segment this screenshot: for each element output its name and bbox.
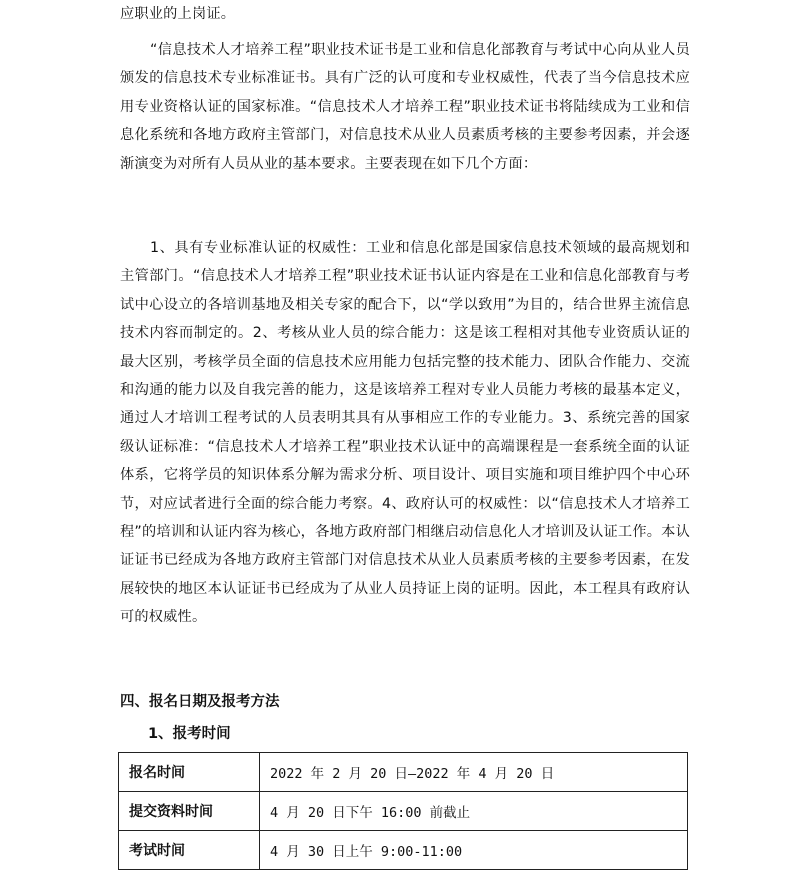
table-row xyxy=(119,753,688,792)
lead-line: 应职业的上岗证。 xyxy=(120,6,236,22)
schedule-label: 考试时间 xyxy=(119,831,260,870)
schedule-value: 4 月 30 日上午 9:00-11:00 xyxy=(260,831,688,870)
schedule-value: 2022 年 2 月 20 日—2022 年 4 月 20 日 xyxy=(260,753,688,792)
schedule-label: 提交资料时间 xyxy=(119,792,260,831)
subsection-heading: 1、报考时间 xyxy=(148,726,231,742)
section-heading: 四、报名日期及报考方法 xyxy=(120,694,280,710)
table-row xyxy=(119,792,688,831)
table-row xyxy=(119,831,688,870)
paragraph-details: 1、具有专业标准认证的权威性：工业和信息化部是国家信息技术领域的最高规划和主管部门。“信息技术人才培养工程”职业技术证书认证内容是在工业和信息化部教育与考试中心设立的各培训基地及相关专家的配合下，以“学以致用”为目的，结合世界主流信息技术内容而制定的。2、考核从业人员的综合能力：这是该工程相对其他专业资质认证的最大区别，考核学员全面的信息技术应用能力包括完整的技术能力、团队合作能力、交流和沟通的能力以及自我完善的能力，这是该培养工程对专业人员能力考核的最基本定义，通过人才培训工程考试的人员表明其具有从事相应工作的专业能力。3、系统完善的国家级认证标准：“信息技术人才培养工程”职业技术认证中的高端课程是一套系统全面的认证体系，它将学员的知识体系分解为需求分析、项目设计、项目实施和项目维护四个中心环节，对应试者进行全面的综合能力考察。4、政府认可的权威性：以“信息技术人才培养工程”的培训和认证内容为核心，各地方政府部门相继启动信息化人才培训及认证工作。本认证证书已经成为各地方政府主管部门对信息技术从业人员素质考核的主要参考因素，在发展较快的地区本认证证书已经成为了从业人员持证上岗的证明。因此，本工程具有政府认可的权威性。 xyxy=(120,240,690,626)
schedule-value: 4 月 20 日下午 16:00 前截止 xyxy=(260,792,688,831)
paragraph-intro: “信息技术人才培养工程”职业技术证书是工业和信息化部教育与考试中心向从业人员颁发的信息技术专业标准证书。具有广泛的认可度和专业权威性，代表了当今信息技术应用专业资格认证的国家标准。“信息技术人才培养工程”职业技术证书将陆续成为工业和信息化系统和各地方政府主管部门，对信息技术从业人员素质考核的主要参考因素，并会逐渐演变为对所有人员从业的基本要求。主要表现在如下几个方面： xyxy=(120,42,690,172)
schedule-label: 报名时间 xyxy=(119,753,260,792)
schedule-table xyxy=(118,752,688,870)
